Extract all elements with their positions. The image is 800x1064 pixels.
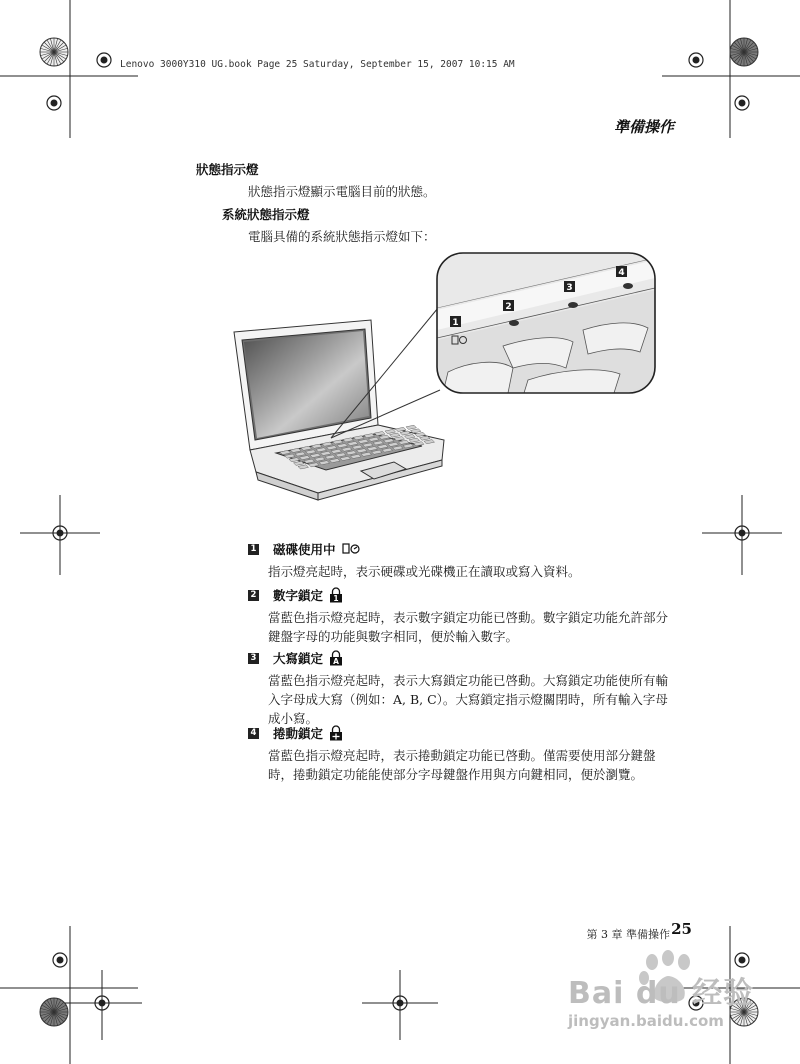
laptop-status-indicator-figure <box>228 250 658 512</box>
registration-dot <box>397 1000 404 1007</box>
section-intro: 狀態指示燈顯示電腦目前的狀態。 <box>248 184 436 199</box>
watermark-brand: Bai du 经验 <box>568 976 755 1011</box>
callout-3: 3 <box>566 283 573 293</box>
item-disk-in-use <box>248 540 360 558</box>
keyboard-key <box>406 425 417 429</box>
color-registration-circle <box>730 38 758 66</box>
print-header: Lenovo 3000Y310 UG.book Page 25 Saturday, September 15, 2007 10:15 AM <box>120 59 515 70</box>
item-title: 捲動鎖定 <box>273 726 324 741</box>
item-num-lock <box>248 586 343 604</box>
registration-dot <box>51 100 58 107</box>
caps-lock-icon <box>329 650 343 666</box>
color-registration-circle <box>40 998 68 1026</box>
disk-activity-icon <box>342 542 360 556</box>
keyboard-key <box>411 429 422 433</box>
item-scroll-lock-desc: 當藍色指示燈亮起時，表示捲動鎖定功能已啓動。僅需要使用部分鍵盤 時，捲動鎖定功能能使部分字母鍵盤作用與方向鍵相同，便於瀏覽。 <box>268 748 656 782</box>
watermark-url: jingyan.baidu.com <box>568 1012 724 1030</box>
item-scroll-lock <box>248 724 343 742</box>
registration-dot <box>101 57 108 64</box>
registration-dot <box>739 530 746 537</box>
item-num-lock-desc: 當藍色指示燈亮起時，表示數字鎖定功能已啓動。數字鎖定功能允許部分 鍵盤字母的功能與數字相同，便於輸入數字。 <box>268 610 669 644</box>
callout-1: 1 <box>452 318 459 328</box>
item-disk-in-use-desc: 指示燈亮起時，表示硬碟或光碟機正在讀取或寫入資料。 <box>268 564 581 579</box>
footer-chapter-label: 第 3 章 準備操作 <box>586 928 670 941</box>
item-title: 數字鎖定 <box>273 588 324 603</box>
chapter-header: 準備操作 <box>613 118 674 136</box>
registration-dot <box>739 100 746 107</box>
item-caps-lock <box>248 649 343 667</box>
item-number: 3 <box>248 653 259 664</box>
num-lock-icon <box>329 587 343 603</box>
scroll-lock-icon <box>329 725 343 741</box>
registration-dot <box>57 530 64 537</box>
item-title: 磁碟使用中 <box>273 542 336 557</box>
svg-text:1: 1 <box>333 594 339 603</box>
item-caps-lock-desc: 當藍色指示燈亮起時，表示大寫鎖定功能已啓動。大寫鎖定功能使所有輸 入字母成大寫（例如：A, B, C）。大寫鎖定指示燈關閉時，所有輸入字母 成小寫。 <box>268 673 669 726</box>
subsection-title: 系統狀態指示燈 <box>222 207 310 222</box>
subsection-intro: 電腦具備的系統狀態指示燈如下： <box>248 229 436 244</box>
section-title: 狀態指示燈 <box>196 162 259 177</box>
item-number: 4 <box>248 728 259 739</box>
color-registration-circle <box>40 38 68 66</box>
page-number: 25 <box>671 920 692 938</box>
svg-text:A: A <box>333 657 339 666</box>
item-number: 2 <box>248 590 259 601</box>
registration-dot <box>57 957 64 964</box>
registration-dot <box>99 1000 106 1007</box>
callout-4: 4 <box>618 268 625 278</box>
callout-2: 2 <box>505 302 512 312</box>
item-number: 1 <box>248 544 259 555</box>
item-title: 大寫鎖定 <box>273 651 324 666</box>
registration-dot <box>693 57 700 64</box>
